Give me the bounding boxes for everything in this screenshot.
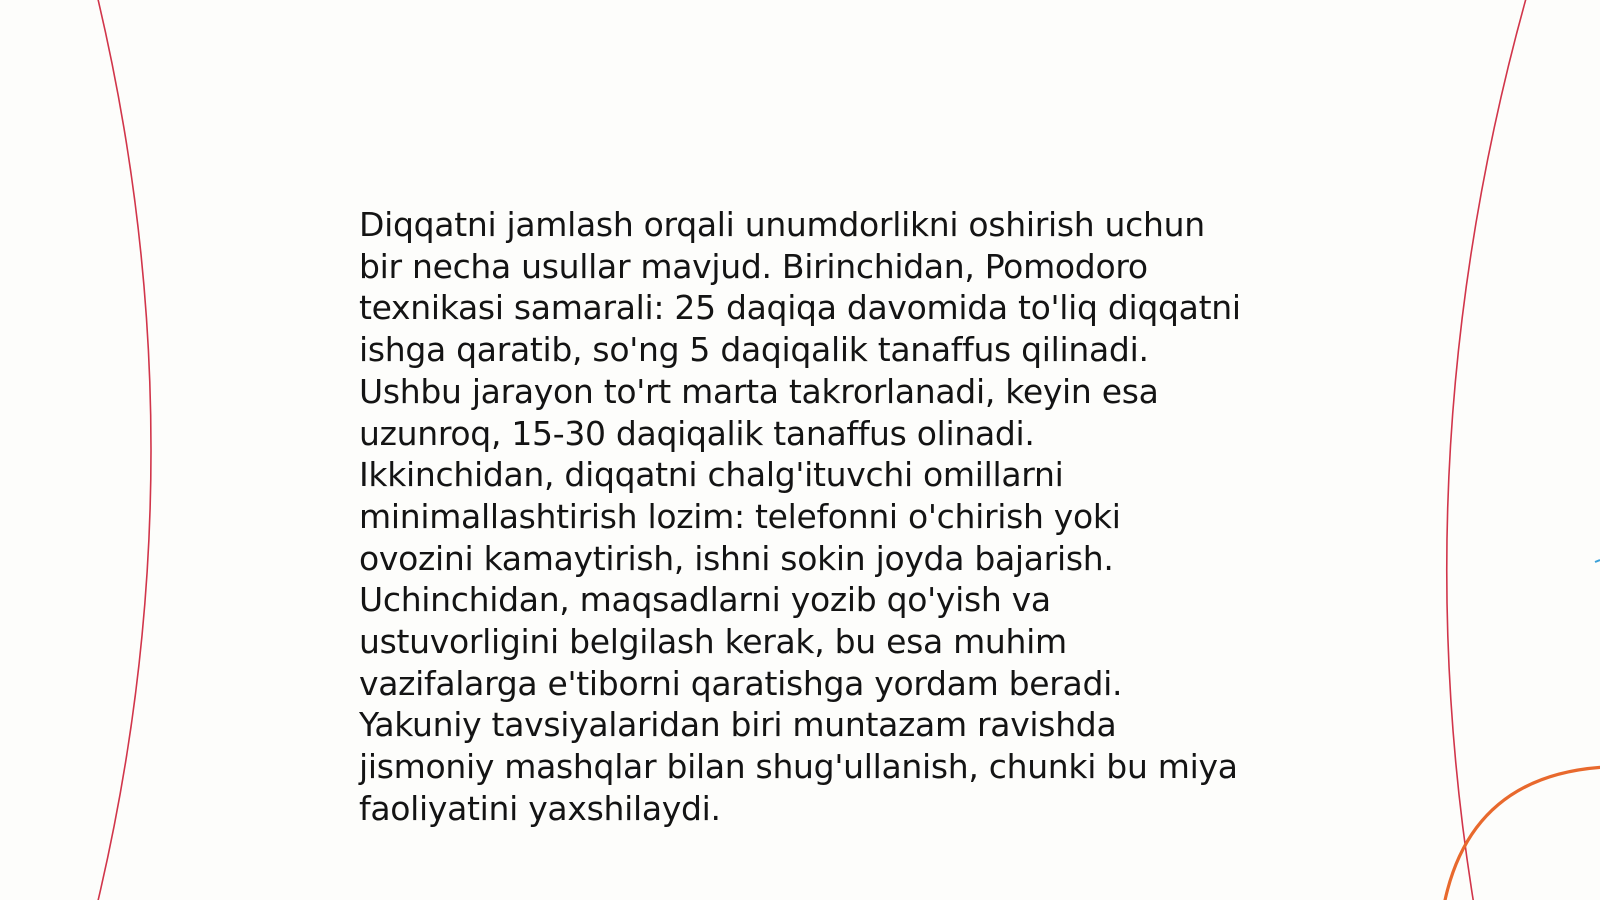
paragraph-line: ustuvorligini belgilash kerak, bu esa muhim — [359, 622, 1067, 662]
paragraph-line: ovozini kamaytirish, ishni sokin joyda bajarish. — [359, 538, 1114, 578]
paragraph-line: Ushbu jarayon to'rt marta takrorlanadi, keyin esa — [359, 371, 1159, 411]
paragraph-line: texnikasi samarali: 25 daqiqa davomida to'liq diqqatni — [359, 288, 1241, 328]
paragraph-line: vazifalarga e'tiborni qaratishga yordam beradi. — [359, 663, 1123, 703]
paragraph-line: bir necha usullar mavjud. Birinchidan, Pomodoro — [359, 246, 1148, 286]
paragraph-line: Yakuniy tavsiyalaridan biri muntazam ravishda — [359, 705, 1117, 745]
paragraph-line: Uchinchidan, maqsadlarni yozib qo'yish va — [359, 580, 1051, 620]
paragraph-line: minimallashtirish lozim: telefonni o'chirish yoki — [359, 496, 1121, 536]
body-paragraph — [359, 204, 1259, 830]
edge-tick — [1595, 560, 1600, 562]
paragraph-line: jismoniy mashqlar bilan shug'ullanish, chunki bu miya — [359, 747, 1238, 787]
paragraph-line: ishga qaratib, so'ng 5 daqiqalik tanaffus qilinadi. — [359, 330, 1149, 370]
left-side-curve — [97, 0, 151, 900]
paragraph-line: faoliyatini yaxshilaydi. — [359, 788, 721, 828]
right-side-curve — [1447, 0, 1527, 900]
corner-arc — [1444, 767, 1600, 900]
paragraph-line: uzunroq, 15-30 daqiqalik tanaffus olinadi. — [359, 413, 1035, 453]
paragraph-line: Diqqatni jamlash orqali unumdorlikni oshirish uchun — [359, 205, 1205, 244]
paragraph-line: Ikkinchidan, diqqatni chalg'ituvchi omillarni — [359, 455, 1064, 495]
